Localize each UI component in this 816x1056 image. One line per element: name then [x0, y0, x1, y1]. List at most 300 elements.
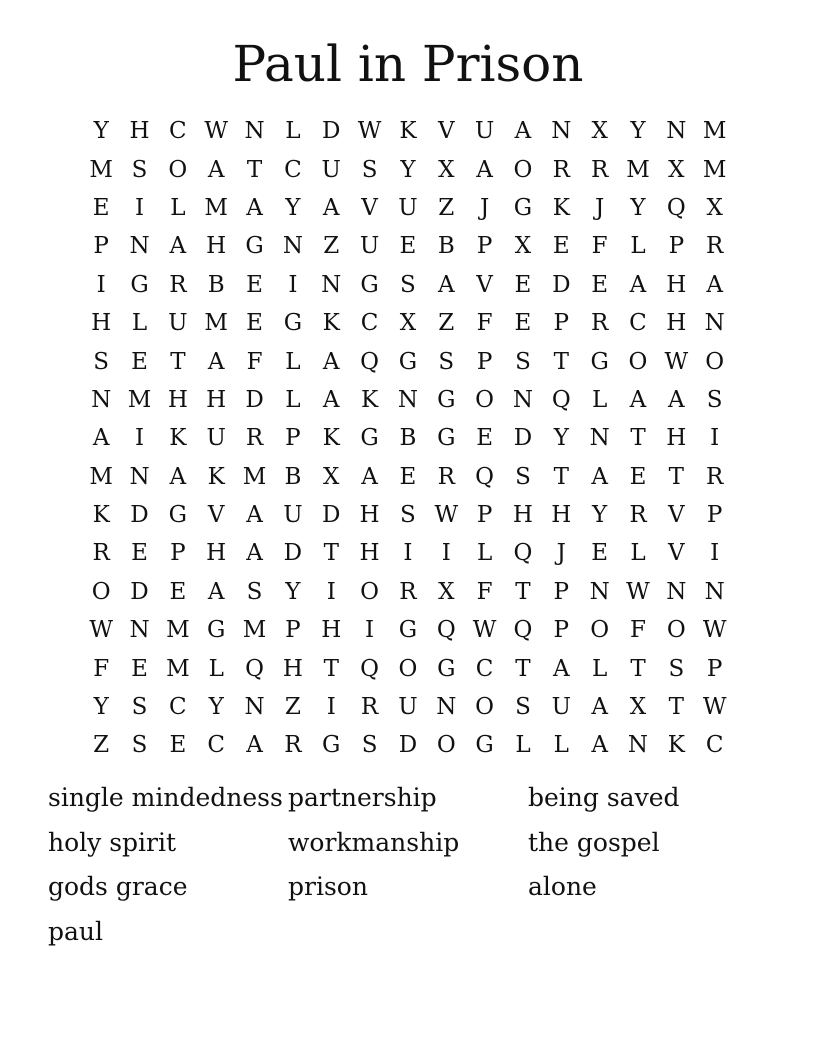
grid-letter[interactable]: A [169, 463, 187, 490]
grid-letter[interactable]: G [360, 271, 379, 298]
grid-letter[interactable]: I [134, 194, 145, 221]
grid-letter[interactable]: P [170, 540, 186, 567]
grid-letter[interactable]: D [398, 732, 418, 759]
grid-letter[interactable]: Z [284, 694, 301, 721]
grid-letter[interactable]: F [630, 617, 646, 644]
grid-letter[interactable]: R [706, 463, 724, 490]
grid-letter[interactable]: A [552, 655, 570, 682]
grid-letter[interactable]: N [244, 118, 265, 145]
grid-letter[interactable]: B [399, 425, 417, 452]
grid-letter[interactable]: O [360, 578, 379, 605]
grid-letter[interactable]: D [552, 271, 571, 298]
grid-letter[interactable]: S [515, 463, 531, 490]
grid-letter[interactable]: Q [360, 655, 379, 682]
grid-letter[interactable]: N [321, 271, 342, 298]
grid-letter[interactable]: G [283, 310, 303, 337]
grid-letter[interactable]: K [552, 194, 570, 221]
grid-letter[interactable]: R [629, 502, 647, 529]
grid-letter[interactable]: T [515, 578, 531, 605]
grid-letter[interactable]: V [437, 118, 455, 145]
word-list-item: being saved [528, 783, 680, 812]
grid-letter[interactable]: C [169, 694, 187, 721]
grid-letter[interactable]: F [246, 348, 263, 375]
grid-letter[interactable]: L [553, 732, 569, 759]
grid-letter[interactable]: E [629, 463, 647, 490]
grid-letter[interactable]: A [591, 694, 608, 721]
grid-letter[interactable]: T [630, 655, 646, 682]
grid-letter[interactable]: I [710, 425, 720, 452]
grid-letter[interactable]: G [245, 233, 264, 260]
letter-grid [82, 112, 734, 765]
grid-letter[interactable]: O [590, 617, 610, 644]
grid-letter[interactable]: X [514, 233, 532, 260]
grid-letter[interactable]: C [207, 732, 225, 759]
grid-letter[interactable]: V [668, 502, 685, 529]
grid-letter[interactable]: W [204, 118, 229, 145]
grid-letter[interactable]: N [91, 386, 112, 413]
grid-letter[interactable]: D [322, 502, 341, 529]
grid-letter[interactable]: A [706, 271, 723, 298]
grid-letter[interactable]: C [705, 732, 724, 759]
grid-letter[interactable]: R [437, 463, 455, 490]
grid-letter[interactable]: N [244, 694, 265, 721]
grid-letter[interactable]: U [321, 156, 341, 183]
grid-letter[interactable]: P [476, 233, 493, 260]
grid-letter[interactable]: R [552, 156, 570, 183]
grid-letter[interactable]: I [134, 425, 145, 452]
grid-letter[interactable]: O [628, 348, 648, 375]
grid-letter[interactable]: I [403, 540, 413, 567]
grid-letter[interactable]: J [556, 540, 566, 567]
grid-letter[interactable]: Y [630, 118, 646, 145]
grid-letter[interactable]: O [475, 694, 495, 721]
grid-letter[interactable]: L [131, 310, 148, 337]
grid-letter[interactable]: G [398, 348, 418, 375]
grid-letter[interactable]: E [246, 310, 263, 337]
grid-letter[interactable]: S [438, 348, 455, 375]
grid-letter[interactable]: X [438, 578, 455, 605]
grid-letter[interactable]: A [437, 271, 455, 298]
grid-letter[interactable]: H [206, 233, 227, 260]
grid-letter[interactable]: T [553, 348, 569, 375]
grid-letter[interactable]: A [207, 348, 225, 375]
grid-letter[interactable]: E [246, 271, 263, 298]
grid-letter[interactable]: E [399, 233, 417, 260]
grid-row [82, 726, 734, 764]
grid-letter[interactable]: P [553, 617, 570, 644]
grid-letter[interactable]: R [284, 732, 302, 759]
grid-letter[interactable]: E [131, 348, 148, 375]
grid-letter[interactable]: O [91, 578, 111, 605]
grid-letter[interactable]: D [513, 425, 533, 452]
grid-letter[interactable]: A [246, 540, 263, 567]
grid-letter[interactable]: Q [513, 617, 533, 644]
grid-letter[interactable]: W [664, 348, 689, 375]
grid-letter[interactable]: E [131, 655, 148, 682]
grid-letter[interactable]: H [129, 118, 150, 145]
grid-letter[interactable]: Q [513, 540, 533, 567]
grid-letter[interactable]: Z [93, 732, 110, 759]
grid-letter[interactable]: H [91, 310, 112, 337]
grid-letter[interactable]: A [322, 194, 340, 221]
grid-letter[interactable]: Y [93, 118, 109, 145]
grid-letter[interactable]: K [322, 310, 340, 337]
grid-letter[interactable]: M [166, 617, 190, 644]
grid-letter[interactable]: K [92, 502, 110, 529]
grid-letter[interactable]: U [474, 118, 495, 145]
grid-letter[interactable]: N [551, 118, 572, 145]
grid-letter[interactable]: M [89, 156, 113, 183]
grid-letter[interactable]: T [246, 156, 263, 183]
grid-letter[interactable]: R [399, 578, 417, 605]
grid-letter[interactable]: N [704, 578, 725, 605]
grid-letter[interactable]: P [553, 310, 570, 337]
grid-letter[interactable]: W [702, 617, 727, 644]
grid-letter[interactable]: F [476, 310, 493, 337]
grid-letter[interactable]: S [400, 271, 416, 298]
grid-letter[interactable]: G [168, 502, 188, 529]
grid-letter[interactable]: G [590, 348, 609, 375]
grid-letter[interactable]: O [475, 386, 495, 413]
grid-letter[interactable]: P [285, 425, 301, 452]
grid-letter[interactable]: M [702, 156, 727, 183]
grid-letter[interactable]: A [207, 156, 225, 183]
grid-letter[interactable]: D [130, 578, 149, 605]
grid-letter[interactable]: T [668, 463, 684, 490]
word-list-item: gods grace [48, 872, 188, 902]
grid-letter[interactable]: A [322, 348, 340, 375]
grid-letter[interactable]: G [475, 732, 494, 759]
grid-letter[interactable]: V [361, 194, 378, 221]
grid-letter[interactable]: E [476, 425, 493, 452]
grid-letter[interactable]: C [629, 310, 647, 337]
grid-letter[interactable]: P [285, 617, 301, 644]
grid-letter[interactable]: O [398, 655, 418, 682]
grid-letter[interactable]: R [92, 540, 110, 567]
grid-letter[interactable]: S [706, 386, 723, 413]
grid-letter[interactable]: A [361, 463, 378, 490]
grid-letter[interactable]: M [204, 194, 228, 221]
grid-letter[interactable]: X [438, 156, 455, 183]
grid-letter[interactable]: A [322, 386, 340, 413]
grid-letter[interactable]: E [514, 271, 532, 298]
grid-letter[interactable]: T [668, 694, 684, 721]
grid-letter[interactable]: U [398, 694, 418, 721]
grid-letter[interactable]: S [400, 502, 416, 529]
grid-letter[interactable]: I [96, 271, 106, 298]
grid-letter[interactable]: W [89, 617, 113, 644]
grid-letter[interactable]: T [553, 463, 569, 490]
grid-letter[interactable]: X [668, 156, 685, 183]
grid-letter[interactable]: I [326, 578, 336, 605]
grid-letter[interactable]: M [242, 617, 267, 644]
grid-letter[interactable]: Y [285, 194, 301, 221]
grid-letter[interactable]: N [589, 578, 610, 605]
grid-letter[interactable]: I [441, 540, 451, 567]
grid-letter[interactable]: Z [323, 233, 340, 260]
grid-letter[interactable]: R [590, 310, 609, 337]
grid-letter[interactable]: M [204, 310, 228, 337]
grid-letter[interactable]: A [246, 732, 263, 759]
grid-letter[interactable]: W [472, 617, 497, 644]
grid-letter[interactable]: U [283, 502, 303, 529]
grid-letter[interactable]: W [626, 578, 650, 605]
grid-letter[interactable]: L [476, 540, 493, 567]
grid-letter[interactable]: Y [630, 194, 646, 221]
grid-letter[interactable]: Q [360, 348, 379, 375]
grid-letter[interactable]: A [169, 233, 187, 260]
grid-letter[interactable]: C [360, 310, 379, 337]
grid-letter[interactable]: P [553, 578, 570, 605]
grid-letter[interactable]: Q [475, 463, 495, 490]
grid-letter[interactable]: V [668, 540, 685, 567]
grid-letter[interactable]: X [399, 310, 417, 337]
grid-letter[interactable]: R [245, 425, 264, 452]
grid-letter[interactable]: C [284, 156, 302, 183]
grid-letter[interactable]: M [166, 655, 190, 682]
grid-letter[interactable]: H [512, 502, 533, 529]
grid-letter[interactable]: K [207, 463, 225, 490]
grid-letter[interactable]: I [365, 617, 375, 644]
grid-letter[interactable]: S [515, 348, 531, 375]
grid-letter[interactable]: G [437, 386, 456, 413]
grid-letter[interactable]: E [169, 732, 187, 759]
grid-letter[interactable]: S [246, 578, 263, 605]
grid-letter[interactable]: L [170, 194, 186, 221]
grid-letter[interactable]: S [131, 732, 148, 759]
grid-letter[interactable]: E [92, 194, 110, 221]
grid-letter[interactable]: U [398, 194, 418, 221]
grid-row [82, 112, 734, 150]
grid-letter[interactable]: F [591, 233, 608, 260]
grid-letter[interactable]: G [130, 271, 149, 298]
grid-letter[interactable]: D [283, 540, 303, 567]
grid-letter[interactable]: P [476, 502, 493, 529]
grid-letter[interactable]: Y [400, 156, 416, 183]
grid-letter[interactable]: S [93, 348, 110, 375]
grid-letter[interactable]: H [359, 502, 380, 529]
grid-letter[interactable]: X [629, 694, 647, 721]
grid-letter[interactable]: A [246, 194, 263, 221]
word-list-item: holy spirit [48, 827, 177, 857]
grid-letter[interactable]: U [359, 233, 380, 260]
grid-letter[interactable]: E [169, 578, 187, 605]
grid-letter[interactable]: O [705, 348, 725, 375]
grid-letter[interactable]: H [206, 540, 227, 567]
grid-letter[interactable]: E [552, 233, 570, 260]
grid-letter[interactable]: N [436, 694, 457, 721]
grid-letter[interactable]: A [92, 425, 110, 452]
grid-letter[interactable]: H [321, 617, 342, 644]
grid-letter[interactable]: S [515, 694, 531, 721]
grid-row [82, 342, 734, 380]
grid-letter[interactable]: H [167, 386, 188, 413]
grid-letter[interactable]: X [706, 194, 723, 221]
grid-letter[interactable]: P [706, 655, 723, 682]
grid-letter[interactable]: O [666, 617, 686, 644]
grid-letter[interactable]: F [93, 655, 110, 682]
grid-letter[interactable]: Q [245, 655, 264, 682]
grid-letter[interactable]: Z [438, 194, 455, 221]
grid-letter[interactable]: K [667, 732, 685, 759]
grid-letter[interactable]: E [399, 463, 417, 490]
grid-letter[interactable]: L [285, 348, 301, 375]
grid-letter[interactable]: H [206, 386, 227, 413]
grid-row [82, 381, 734, 419]
grid-letter[interactable]: J [479, 194, 490, 221]
grid-letter[interactable]: K [322, 425, 340, 452]
grid-letter[interactable]: F [476, 578, 493, 605]
grid-letter[interactable]: H [551, 502, 572, 529]
grid-letter[interactable]: C [475, 655, 494, 682]
grid-letter[interactable]: W [702, 694, 727, 721]
grid-letter[interactable]: Z [438, 310, 455, 337]
grid-letter[interactable]: D [130, 502, 149, 529]
grid-row [82, 534, 734, 572]
grid-letter[interactable]: R [706, 233, 724, 260]
grid-letter[interactable]: H [359, 540, 380, 567]
grid-letter[interactable]: G [360, 425, 379, 452]
grid-letter[interactable]: L [592, 655, 608, 682]
grid-letter[interactable]: S [361, 156, 378, 183]
grid-letter[interactable]: E [514, 310, 532, 337]
grid-letter[interactable]: C [169, 118, 187, 145]
grid-letter[interactable]: D [245, 386, 264, 413]
grid-letter[interactable]: H [666, 271, 687, 298]
grid-letter[interactable]: T [323, 655, 339, 682]
grid-letter[interactable]: G [207, 617, 226, 644]
grid-letter[interactable]: Q [666, 194, 686, 221]
grid-letter[interactable]: U [551, 694, 571, 721]
grid-letter[interactable]: N [666, 578, 687, 605]
grid-letter[interactable]: A [514, 118, 532, 145]
grid-letter[interactable]: I [710, 540, 720, 567]
grid-letter[interactable]: Y [208, 694, 224, 721]
grid-letter[interactable]: P [706, 502, 723, 529]
grid-letter[interactable]: A [668, 386, 685, 413]
grid-letter[interactable]: I [288, 271, 298, 298]
grid-letter[interactable]: A [476, 156, 493, 183]
grid-letter[interactable]: N [129, 233, 150, 260]
grid-letter[interactable]: N [129, 617, 150, 644]
grid-letter[interactable]: R [590, 156, 609, 183]
grid-letter[interactable]: N [666, 118, 687, 145]
grid-letter[interactable]: M [89, 463, 113, 490]
grid-letter[interactable]: T [323, 540, 339, 567]
grid-letter[interactable]: Q [436, 617, 456, 644]
grid-letter[interactable]: G [322, 732, 341, 759]
grid-letter[interactable]: P [668, 233, 685, 260]
grid-letter[interactable]: Y [285, 578, 301, 605]
grid-letter[interactable]: A [207, 578, 225, 605]
grid-letter[interactable]: P [93, 233, 109, 260]
grid-letter[interactable]: Y [93, 694, 109, 721]
grid-letter[interactable]: H [666, 425, 687, 452]
grid-letter[interactable]: S [668, 655, 685, 682]
grid-letter[interactable]: L [515, 732, 531, 759]
grid-letter[interactable]: R [169, 271, 187, 298]
grid-letter[interactable]: B [207, 271, 225, 298]
grid-letter[interactable]: K [360, 386, 379, 413]
grid-letter[interactable]: Y [592, 502, 608, 529]
grid-letter[interactable]: N [512, 386, 534, 413]
grid-letter[interactable]: S [131, 156, 148, 183]
grid-letter[interactable]: X [591, 118, 608, 145]
grid-letter[interactable]: M [242, 463, 267, 490]
grid-letter[interactable]: G [398, 617, 418, 644]
grid-letter[interactable]: L [592, 386, 608, 413]
grid-letter[interactable]: N [704, 310, 725, 337]
grid-letter[interactable]: M [127, 386, 152, 413]
grid-letter[interactable]: V [476, 271, 493, 298]
grid-letter[interactable]: P [476, 348, 493, 375]
grid-letter[interactable]: K [399, 118, 417, 145]
grid-letter[interactable]: A [629, 386, 647, 413]
grid-letter[interactable]: N [627, 732, 649, 759]
grid-letter[interactable]: S [361, 732, 378, 759]
grid-letter[interactable]: L [285, 118, 301, 145]
grid-letter[interactable]: I [326, 694, 336, 721]
grid-letter[interactable]: A [591, 463, 608, 490]
grid-letter[interactable]: L [208, 655, 224, 682]
grid-letter[interactable]: N [282, 233, 303, 260]
grid-letter[interactable]: B [437, 233, 455, 260]
grid-letter[interactable]: L [285, 386, 301, 413]
grid-letter[interactable]: V [207, 502, 225, 529]
grid-letter[interactable]: M [626, 156, 650, 183]
grid-letter[interactable]: N [129, 463, 150, 490]
grid-letter[interactable]: H [666, 310, 687, 337]
grid-letter[interactable]: G [437, 655, 456, 682]
grid-letter[interactable]: J [595, 194, 605, 221]
grid-letter[interactable]: N [397, 386, 418, 413]
grid-letter[interactable]: T [630, 425, 646, 452]
grid-letter[interactable]: B [284, 463, 302, 490]
grid-letter[interactable]: W [357, 118, 382, 145]
grid-letter[interactable]: G [437, 425, 456, 452]
grid-letter[interactable]: E [131, 540, 148, 567]
grid-letter[interactable]: G [513, 194, 533, 221]
grid-letter[interactable]: U [168, 310, 188, 337]
word-list-item: the gospel [528, 827, 660, 857]
grid-letter[interactable]: M [702, 118, 727, 145]
grid-letter[interactable]: O [513, 156, 533, 183]
grid-letter[interactable]: L [630, 540, 646, 567]
grid-letter[interactable]: W [434, 502, 459, 529]
grid-letter[interactable]: O [436, 732, 456, 759]
grid-letter[interactable]: Y [553, 425, 569, 452]
grid-letter[interactable]: T [170, 348, 186, 375]
grid-letter[interactable]: L [630, 233, 646, 260]
word-list [48, 776, 768, 955]
grid-letter[interactable]: E [591, 271, 609, 298]
grid-letter[interactable]: K [169, 425, 187, 452]
grid-letter[interactable]: A [591, 732, 608, 759]
grid-letter[interactable]: Q [551, 386, 571, 413]
grid-letter[interactable]: N [589, 425, 610, 452]
grid-letter[interactable]: H [282, 655, 303, 682]
grid-letter[interactable]: U [206, 425, 226, 452]
grid-letter[interactable]: S [131, 694, 148, 721]
grid-letter[interactable]: T [515, 655, 531, 682]
grid-letter[interactable]: E [591, 540, 609, 567]
grid-letter[interactable]: X [323, 463, 340, 490]
grid-letter[interactable]: O [168, 156, 188, 183]
grid-letter[interactable]: A [629, 271, 647, 298]
grid-letter[interactable]: A [246, 502, 263, 529]
grid-letter[interactable]: D [322, 118, 341, 145]
grid-letter[interactable]: R [360, 694, 379, 721]
